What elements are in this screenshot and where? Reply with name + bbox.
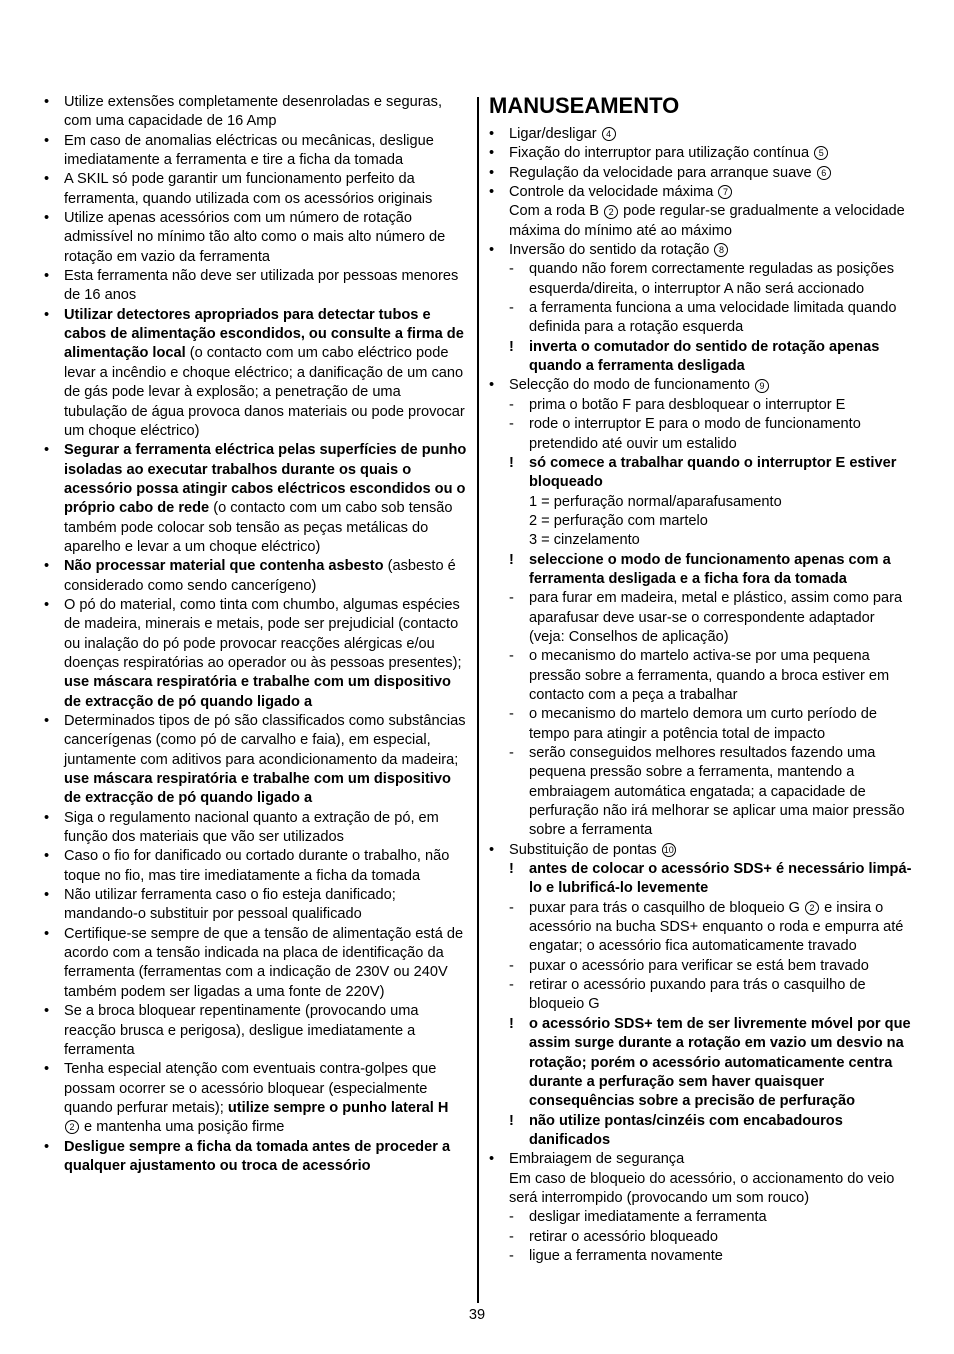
text: Utilize apenas acessórios com um número de rotação admissível no mínimo tão alto como o mais alto número de rotação em vazio da ferramenta [64,210,446,265]
text: O pó do material, como tinta com chumbo, algumas espécies de madeira, minerais e metais, pode ser prejudicial (contacto ou inalação do pó pode provocar reacções alérgicas e/ou doenças respiratórias ao operador ou às pessoas presentes); [64,596,462,671]
bold-text: Segurar a ferramenta eléctrica pelas superfícies de punho isoladas ao executar trabalhos durante os quais o acessório possa atingir cabos eléctricos escondidos ou o próprio cabo de rede [64,442,467,517]
sub-item: - serão conseguidos melhores resultados fazendo uma pequena pressão sobre a ferramenta, mantendo a embraiagem automática engatada; a capacidade de perfuração não irá melhorar se aplicar uma maior pressão sobre a ferramenta [489,744,913,841]
sub-item: - o mecanismo do martelo activa-se por uma pequena pressão sobre a ferramenta, quando a broca estiver em contacto com a peça a trabalhar [489,647,913,705]
sub-item: - retirar o acessório puxando para trás o casquilho de bloqueio G [489,976,913,1015]
text: Determinados tipos de pó são classificados como substâncias cancerígenas (como pó de carvalho e faia), em especial, juntamente com aditivos para acondicionamento da madeira; [64,713,466,768]
callout-number: 4 [602,127,616,141]
bold-text: Não processar material que contenha asbesto [64,558,384,575]
list-item: • Controle da velocidade máxima 7 [489,183,913,202]
callout-number: 10 [663,844,674,855]
list-item [44,267,468,306]
sub-item: - prima o botão F para desbloquear o interruptor E [489,396,913,415]
sub-item: - quando não forem correctamente reguladas as posições esquerda/direita, o interruptor A não será accionado [489,260,913,299]
callout-number: 8 [714,243,728,257]
callout-number: 5 [814,146,828,160]
callout-number: 2 [805,901,819,915]
list-item: • Ligar/desligar 4 [489,125,913,144]
list-item [44,809,468,848]
list-item: • Substituição de pontas 10 [489,841,913,860]
warning-item: ! antes de colocar o acessório SDS+ é necessário limpá-lo e lubrificá-lo levemente [489,860,913,899]
bold-text: Utilizar detectores apropriados para detectar tubos e cabos de alimentação escondidos, ou consulte a firma de alimentação local [64,306,464,362]
text: Caso o fio for danificado ou cortado durante o trabalho, não toque no fio, mas tire imediatamente a ficha da tomada [64,848,450,884]
list-item: • Inversão do sentido da rotação 8 [489,241,913,260]
sub-item: - retirar o acessório bloqueado [489,1228,913,1247]
left-column [44,93,468,1176]
warning-item: ! o acessório SDS+ tem de ser livremente móvel por que assim surge durante a rotação em vazio um desvio na rotação; porém o acessório automaticamente centra durante a perfuração sem haver quaisquer consequências sobre a precisão de perfuração [489,1015,913,1112]
sub-item: - ligue a ferramenta novamente [489,1247,913,1266]
sub-item: - rode o interruptor E para o modo de funcionamento pretendido até ouvir um estalido [489,415,913,454]
list-item: • Fixação do interruptor para utilização contínua 5 [489,144,913,163]
list-item [44,557,468,596]
text: Não utilizar ferramenta caso o fio esteja danificado; mandando-o substituir por pessoal qualificado [64,887,396,923]
text: Se a broca bloquear repentinamente (provocando uma reacção brusca e perigosa), desligue imediatamente a ferramenta [64,1003,419,1058]
list-item [44,596,468,712]
callout-number: 2 [604,205,618,219]
list-item: • Embraiagem de segurança [489,1150,913,1169]
bold-text: Desligue sempre a ficha da tomada antes de proceder a qualquer ajustamento ou troca de acessório [64,1138,451,1174]
text: e mantenha uma posição firme [80,1119,285,1136]
mode-line: 1 = perfuração normal/aparafusamento [529,493,782,510]
sub-item: - puxar o acessório para verificar se está bem travado [489,957,913,976]
text: (o contacto com um cabo eléctrico pode levar a incêndio e choque eléctrico; a danificação de um cano de gás pode levar à explosão; a penetração de uma tubulação de água provoca danos materiais ou pode provocar um choque eléctrico) [64,345,465,439]
bold-text: use máscara respiratória e trabalhe com um dispositivo de extracção de pó quando ligado a [64,771,451,807]
paragraph: Com a roda B 2 pode regular-se gradualmente a velocidade máxima do mínimo até ao máximo [509,203,905,239]
list-item: • Selecção do modo de funcionamento 9 [489,376,913,395]
text: Em caso de anomalias eléctricas ou mecânicas, desligue imediatamente a ferramenta e tire a ficha da tomada [64,132,434,169]
text: Utilize extensões completamente desenroladas e seguras, com uma capacidade de 16 Amp [64,94,443,130]
list-item [44,306,468,441]
list-item [44,925,468,1002]
callout-number: 7 [718,185,732,199]
list-item [44,1060,468,1137]
list-item [44,712,468,809]
warning-item: ! só comece a trabalhar quando o interruptor E estiver bloqueado [489,454,913,493]
callout-number: 9 [755,379,769,393]
list-item [44,886,468,925]
sub-item: - a ferramenta funciona a uma velocidade limitada quando definida para a rotação esquerda [489,299,913,338]
page-number: 39 [468,1307,486,1323]
mode-line: 3 = cinzelamento [529,532,640,549]
bold-text: utilize sempre o punho lateral H [227,1099,449,1116]
warning-item: ! seleccione o modo de funcionamento apenas com a ferramenta desligada e a ficha fora da tomada [489,551,913,590]
list-item [44,847,468,886]
section-title: MANUSEAMENTO [489,93,680,118]
text: Siga o regulamento nacional quanto a extração de pó, em função dos materiais que vão ser utilizados [64,809,439,846]
list-item [44,1002,468,1060]
list-item [44,209,468,267]
list-item [44,93,468,132]
list-item [44,441,468,557]
sub-item: - para furar em madeira, metal e plástico, assim como para aparafusar deve usar-se o correspondente adaptador (veja: Conselhos de aplicação) [489,589,913,647]
text: Esta ferramenta não deve ser utilizada por pessoas menores de 16 anos [64,268,459,304]
callout-number: 6 [817,166,831,180]
paragraph: Em caso de bloqueio do acessório, o accionamento do veio será interrompido (provocando um som rouco) [509,1170,895,1206]
text: Tenha especial atenção com eventuais contra-golpes que possam ocorrer se o acessório bloquear (especialmente quando perfurar metais); [64,1061,437,1116]
text: (asbesto é considerado como sendo cancerígeno) [64,558,456,594]
list-item [44,170,468,209]
sub-item: - puxar para trás o casquilho de bloqueio G 2 e insira o acessório na bucha SDS+ enquanto o roda e empurra até engatar; o acessório fica automaticamente travado [489,899,913,957]
warning-item: ! não utilize pontas/cinzéis com encabadouros danificados [489,1112,913,1151]
warning-item: ! inverta o comutador do sentido de rotação apenas quando a ferramenta desligada [489,338,913,377]
right-column [489,93,913,1266]
sub-item: - o mecanismo do martelo demora um curto período de tempo para atingir a potência total de impacto [489,705,913,744]
mode-line: 2 = perfuração com martelo [529,512,708,529]
list-item [44,132,468,171]
text: A SKIL só pode garantir um funcionamento perfeito da ferramenta, quando utilizada com os acessórios originais [64,171,433,207]
list-item: • Regulação da velocidade para arranque suave 6 [489,164,913,183]
bold-text: use máscara respiratória e trabalhe com um dispositivo de extracção de pó quando ligado a [64,674,451,710]
callout-number: 2 [65,1120,79,1134]
sub-item: - desligar imediatamente a ferramenta [489,1208,913,1227]
column-divider [477,97,479,1303]
text: Certifique-se sempre de que a tensão de alimentação está de acordo com a tensão indicada na placa de identificação da ferramenta (ferramentas com a indicação de 230V ou 240V também podem ser ligadas a uma fonte de 220V) [64,925,464,1000]
text: (o contacto com um cabo sob tensão também pode colocar sob tensão as peças metálicas do aparelho e levar a um choque eléctrico) [64,500,453,555]
list-item [44,1138,468,1177]
